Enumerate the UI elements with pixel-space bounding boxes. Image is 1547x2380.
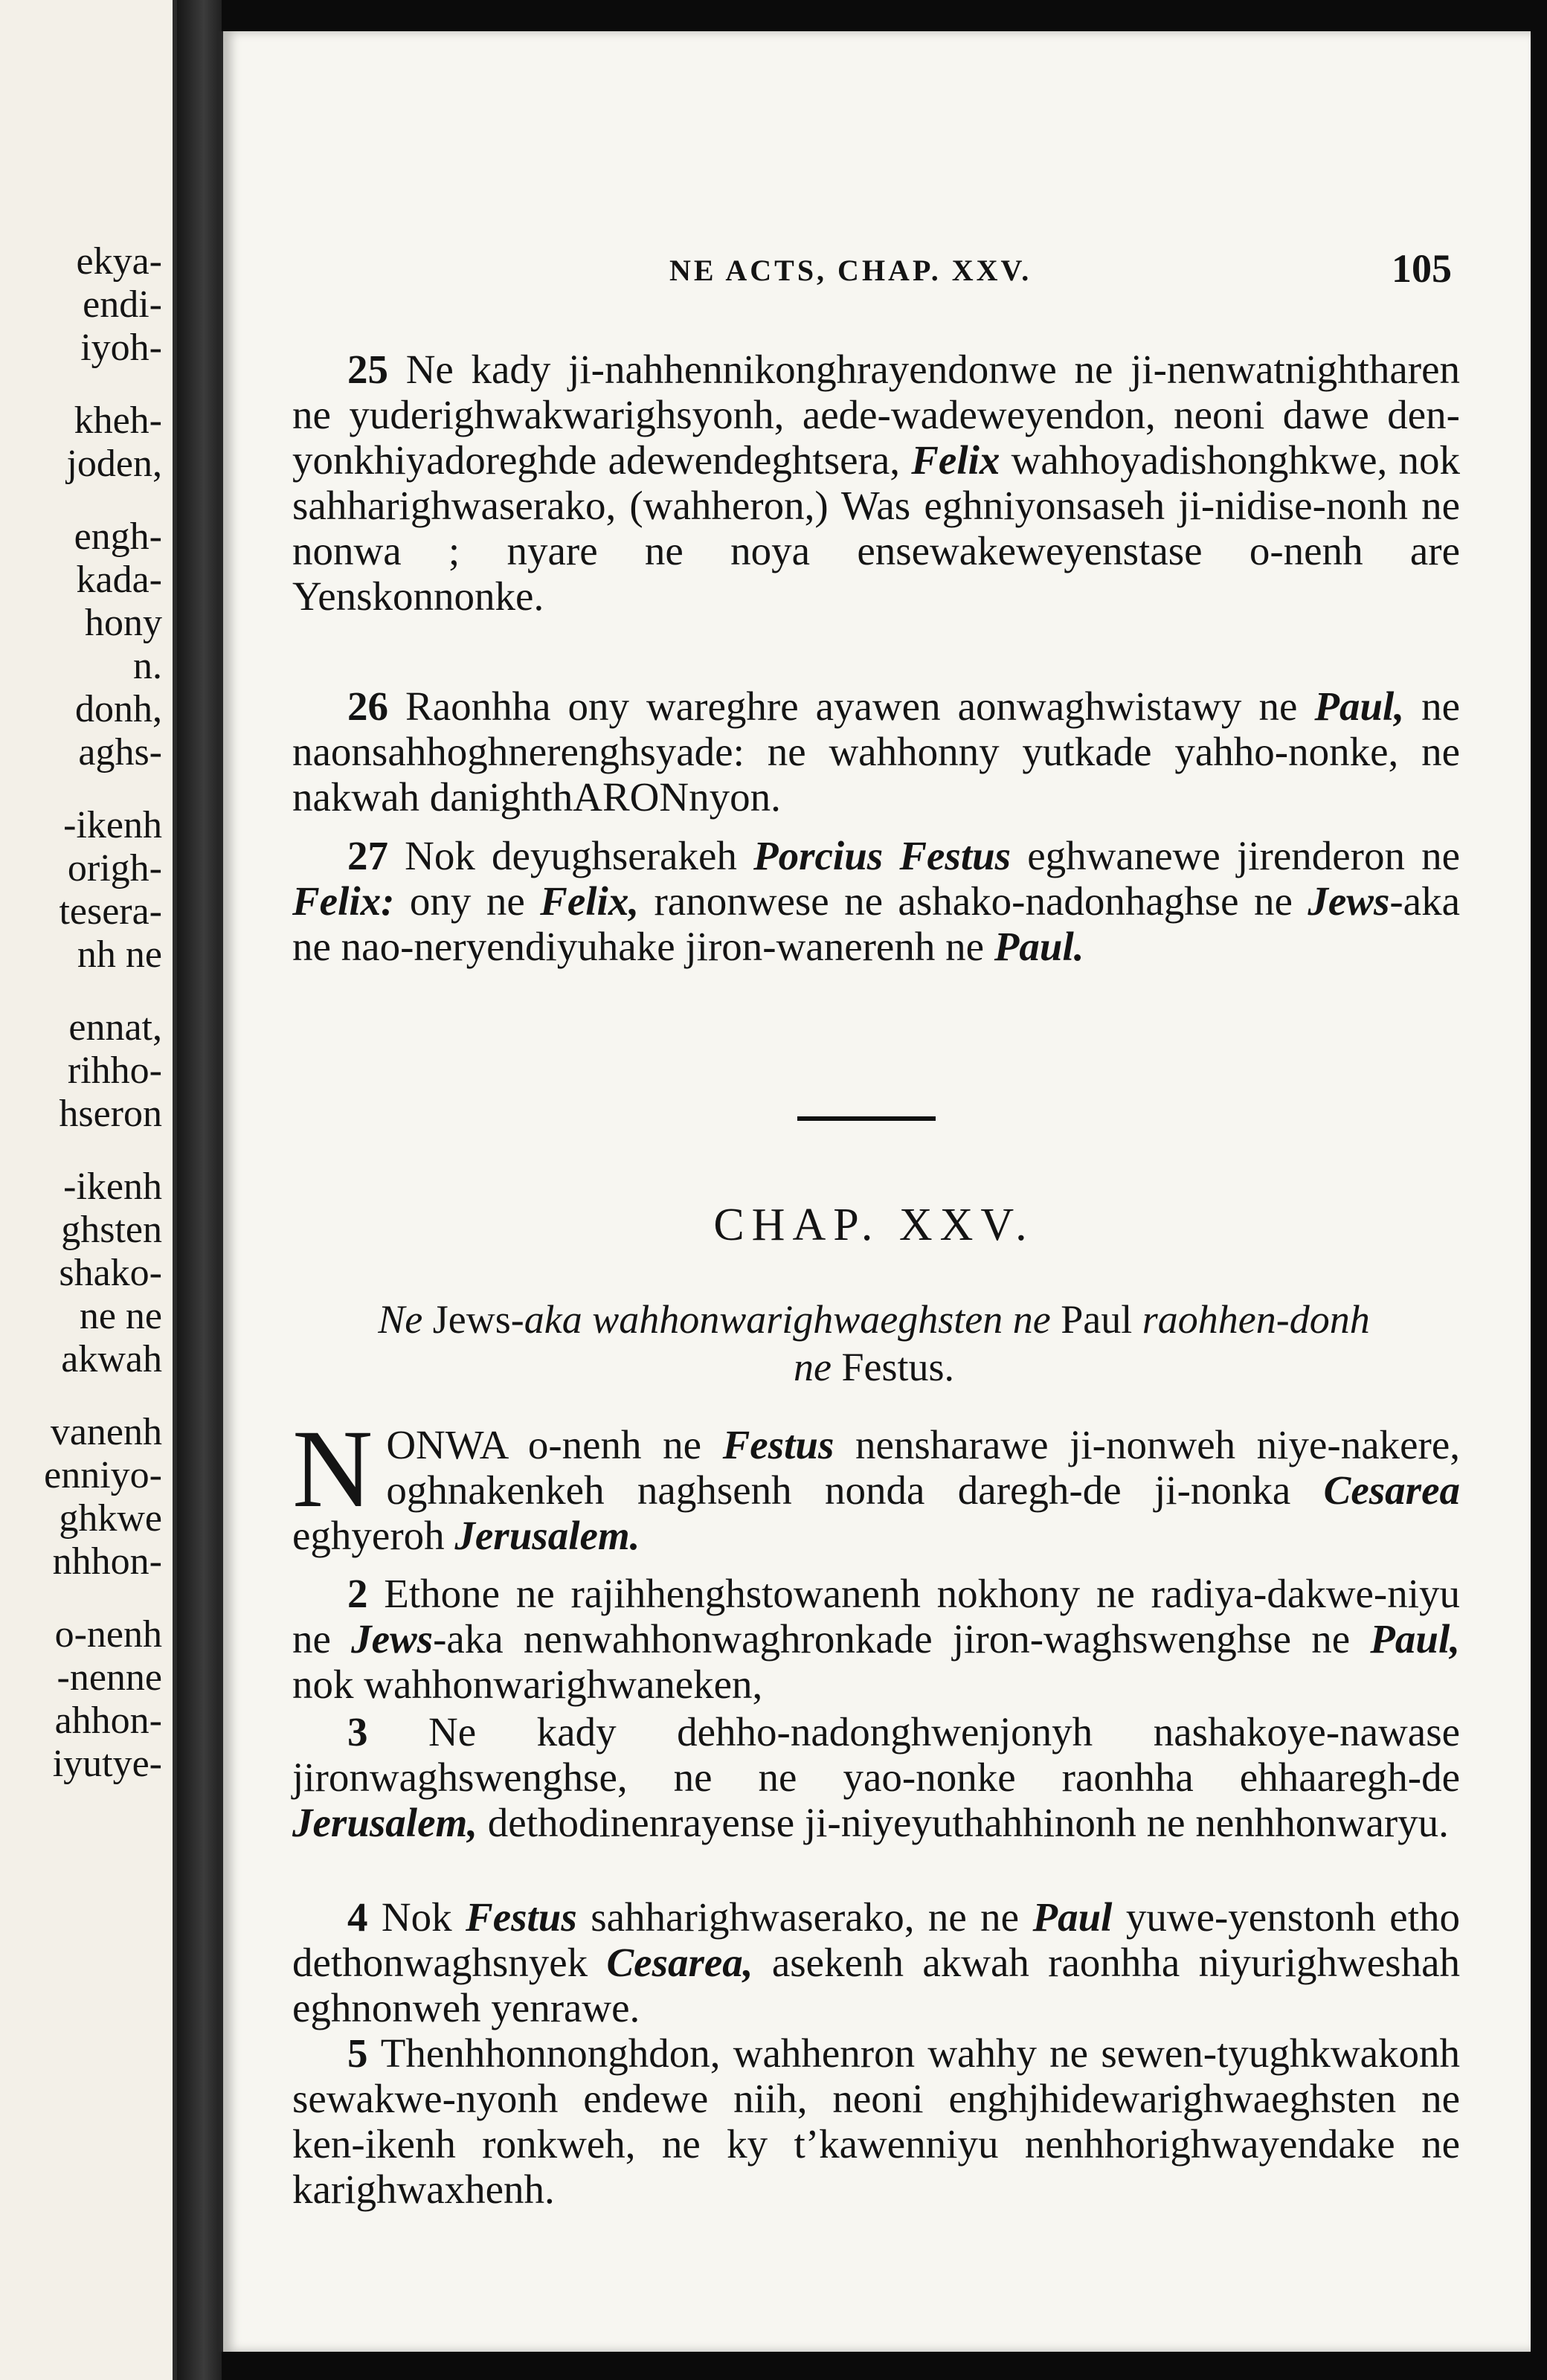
- facing-page-text: hony: [85, 602, 162, 644]
- italic-term: Jerusalem,: [292, 1800, 478, 1845]
- running-title: NE ACTS, CHAP. XXV.: [669, 254, 1032, 287]
- italic-term: Felix:: [292, 878, 395, 924]
- verse-number: 4: [347, 1894, 382, 1940]
- text-run: eghwanewe jirenderon ne: [1011, 833, 1461, 878]
- facing-page-text: kheh-: [74, 399, 162, 442]
- text-run: nok wahhonwarighwaneken,: [292, 1662, 763, 1707]
- text-run: Paul: [1050, 1297, 1142, 1342]
- italic-term: raohhen-donh ne: [793, 1297, 1370, 1389]
- facing-page-fragment: [0, 0, 177, 2380]
- italic-term: Festus: [722, 1422, 834, 1467]
- text-run: dethodinenrayense ji-niyeyuthahhinonh ne nenhhonwaryu.: [477, 1800, 1449, 1845]
- page-header: [669, 245, 1452, 298]
- text-run: -aka ne nao-neryendiyuhake jiron-wanerenh ne: [292, 878, 1460, 969]
- text-run: asekenh akwah raonhha niyurighweshah eghnonweh yenrawe.: [292, 1940, 1460, 2030]
- facing-page-text: aghs-: [78, 731, 162, 774]
- facing-page-text: nhhon-: [52, 1540, 162, 1583]
- text-run: yuwe-yenstonh etho dethonwaghsnyek: [292, 1894, 1460, 1985]
- facing-page-text: n.: [133, 645, 162, 687]
- section-divider: [797, 1116, 936, 1121]
- facing-page-text: shako-: [59, 1252, 162, 1294]
- facing-page-text: o-nenh: [54, 1613, 162, 1656]
- text-run: Ne kady dehho-nadonghwenjonyh nashakoye-nawase jironwaghswenghse, ne ne yao-nonke raonhha ehhaaregh-de: [292, 1709, 1461, 1800]
- text-run: eghyeroh: [292, 1513, 455, 1558]
- facing-page-text: ahhon-: [54, 1699, 162, 1742]
- facing-page-text: tesera-: [59, 890, 162, 933]
- text-run: Festus.: [831, 1345, 954, 1389]
- italic-term: Cesarea: [1323, 1467, 1460, 1513]
- facing-page-text: donh,: [75, 688, 162, 730]
- facing-page-text: -ikenh: [63, 1165, 162, 1208]
- italic-term: Cesarea,: [606, 1940, 753, 1985]
- facing-page-text: enniyo-: [44, 1454, 162, 1496]
- verse-27: [292, 833, 1460, 969]
- facing-page-text: kada-: [76, 559, 162, 601]
- verse-4: [292, 1894, 1460, 2030]
- text-run: Nok: [381, 1894, 466, 1940]
- italic-term: aka wahhonwarighwaeghsten ne: [524, 1297, 1051, 1342]
- facing-page-text: ennat,: [68, 1006, 162, 1049]
- facing-page-text: ghkwe: [59, 1497, 162, 1540]
- book-page: [217, 31, 1531, 2352]
- facing-page-text: rihho-: [67, 1049, 162, 1092]
- italic-term: Jerusalem.: [454, 1513, 640, 1558]
- verse-25: [292, 347, 1460, 619]
- verse-number: 3: [347, 1709, 429, 1755]
- text-run: Ne kady ji-nahhennikonghrayendonwe ne ji-nenwatnightharen ne yuderighwakwarighsyonh, aede-wadeweyendon, neoni dawe den-yonkhiyadoreghde adewendeghtsera,: [292, 347, 1461, 483]
- italic-term: Porcius Festus: [753, 833, 1012, 878]
- verse-1: [292, 1407, 1460, 1558]
- facing-page-text: -ikenh: [63, 804, 162, 846]
- drop-cap: N: [292, 1407, 373, 1531]
- facing-page-text: ne ne: [79, 1295, 162, 1337]
- verse-number: 5: [347, 2030, 381, 2076]
- italic-term: Felix: [911, 437, 1000, 483]
- italic-term: Paul: [1032, 1894, 1113, 1940]
- text-run: ony ne: [394, 878, 541, 924]
- verse-number: 2: [347, 1571, 385, 1616]
- facing-page-text: iyoh-: [80, 327, 162, 369]
- page-number: 105: [1392, 246, 1452, 291]
- text-run: -aka nenwahhonwaghronkade jiron-waghswenghse ne: [433, 1616, 1371, 1662]
- text-run: Thenhhonnonghdon, wahhenron wahhy ne sewen-tyughkwakonh sewakwe-nyonh endewe niih, neoni enghjhidewarighwaeghsten ne ken-ikenh ronkweh, ne ky t’kawenniyu nenhhorighwayendake ne karighwaxhenh.: [292, 2030, 1460, 2212]
- facing-page-text: akwah: [61, 1338, 162, 1380]
- italic-term: Festus: [466, 1894, 577, 1940]
- chapter-summary: [364, 1296, 1383, 1391]
- text-run: sahharighwaserako, ne ne: [576, 1894, 1033, 1940]
- text-run: ne naonsahhoghnerenghsyade: ne wahhonny yutkade yahho-nonke, ne nakwah danighthARONnyon.: [292, 684, 1460, 820]
- italic-term: Jews: [351, 1616, 434, 1662]
- italic-term: Paul,: [1314, 684, 1405, 729]
- facing-page-text: nh ne: [77, 933, 162, 976]
- text-run: Jews-: [422, 1297, 524, 1342]
- facing-page-text: origh-: [67, 847, 162, 890]
- facing-page-text: engh-: [74, 515, 162, 558]
- italic-term: Ne: [378, 1297, 423, 1342]
- text-run: Ethone ne rajihhenghstowanenh nokhony ne radiya-dakwe-niyu ne: [292, 1571, 1460, 1662]
- text-run: ranonwese ne ashako-nadonhaghse ne: [639, 878, 1308, 924]
- chapter-heading: CHAP. XXV.: [713, 1200, 1035, 1250]
- facing-page-text: ghsten: [61, 1209, 162, 1251]
- text-run: Nok deyughserakeh: [405, 833, 753, 878]
- text-run: wahhoyadishonghkwe, nok sahharighwaserako, (wahheron,) Was eghniyonsaseh ji-nidise-nonh ne nonwa ; nyare ne noya ensewakeweyenstase o-nenh are Yenskonnonke.: [292, 437, 1460, 619]
- facing-page-text: ekya-: [76, 240, 162, 283]
- verse-5: [292, 2030, 1460, 2212]
- text-run: ONWA o-nenh ne: [386, 1422, 723, 1467]
- verse-number: 25: [347, 347, 406, 392]
- facing-page-text: hseron: [59, 1093, 162, 1135]
- verse-number: 26: [347, 684, 406, 729]
- facing-page-text: endi-: [83, 283, 162, 326]
- italic-term: Jews: [1308, 878, 1390, 924]
- verse-26: [292, 684, 1460, 820]
- text-run: nensharawe ji-nonweh niye-nakere, oghnakenkeh naghsenh nonda daregh-de ji-nonka: [386, 1422, 1460, 1513]
- verse-2: [292, 1571, 1460, 1707]
- book-gutter: [177, 0, 222, 2380]
- facing-page-text: iyutye-: [52, 1743, 162, 1785]
- italic-term: Felix,: [540, 878, 640, 924]
- facing-page-text: joden,: [66, 443, 162, 485]
- verse-number: 27: [347, 833, 405, 878]
- text-run: Raonhha ony wareghre ayawen aonwaghwistawy ne: [405, 684, 1315, 729]
- facing-page-text: -nenne: [57, 1656, 162, 1699]
- facing-page-text: vanenh: [50, 1411, 162, 1453]
- verse-1-text: [292, 1407, 1460, 1558]
- italic-term: Paul.: [994, 924, 1084, 969]
- italic-term: Paul,: [1370, 1616, 1460, 1662]
- verse-3: [292, 1709, 1460, 1845]
